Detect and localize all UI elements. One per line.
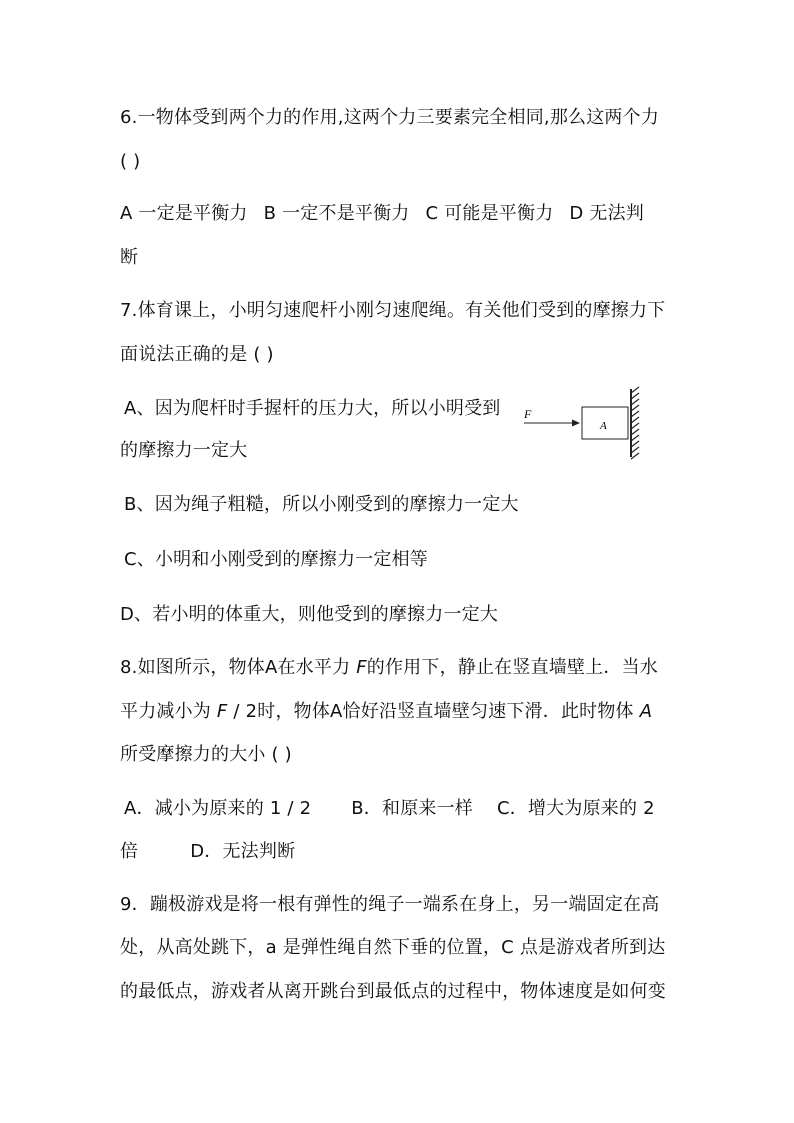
q9-stem-line3: 的最低点，游戏者从离开跳台到最低点的过程中，物体速度是如何变 xyxy=(120,981,666,1002)
q8-force-symbol-2: F xyxy=(216,701,228,722)
q6-options-line1 xyxy=(120,202,644,226)
q9-stem-line2: 处，从高处跳下，a 是弹性绳自然下垂的位置，C 点是游戏者所到达 xyxy=(120,937,666,958)
q8-options-line1 xyxy=(124,797,655,821)
q8-option-a: A．减小为原来的 1 / 2 xyxy=(124,798,312,819)
q6-option-d: D 无法判 xyxy=(569,203,644,224)
q8-stem-line1-b: 的作用下，静止在竖直墙壁上．当水 xyxy=(366,657,658,678)
q6-option-d-wrap: 断 xyxy=(120,247,139,268)
q8-option-c: C．增大为原来的 2 xyxy=(497,798,655,819)
q7-option-d: D、若小明的体重大，则他受到的摩擦力一定大 xyxy=(120,604,499,625)
q6-option-b: B 一定不是平衡力 xyxy=(263,203,410,224)
q8-stem-line2-a: 平力减小为 xyxy=(120,701,217,722)
force-diagram xyxy=(520,385,660,460)
q8-stem-line1-a: 8.如图所示，物体A在水平力 xyxy=(120,657,357,678)
q8-stem-line2-b: / 2时，物体A恰好沿竖直墙壁匀速下滑．此时物体 xyxy=(227,701,640,722)
q6-stem-line2: ( ) xyxy=(120,151,141,172)
wall-hatching xyxy=(631,387,639,459)
q8-object-symbol: A xyxy=(639,701,653,722)
q7-stem-line2: 面说法正确的是 ( ) xyxy=(120,344,274,365)
q6-option-c: C 可能是平衡力 xyxy=(425,203,554,224)
q8-option-c-wrap: 倍 xyxy=(120,841,139,862)
q7-option-a-line1: A、因为爬杆时手握杆的压力大，所以小明受到 xyxy=(124,398,501,419)
q6-stem-line1: 6.一物体受到两个力的作用,这两个力三要素完全相同,那么这两个力 xyxy=(120,107,660,128)
q7-option-b: B、因为绳子粗糙，所以小刚受到的摩擦力一定大 xyxy=(124,494,519,515)
force-label: F xyxy=(524,407,532,421)
q8-stem-line2 xyxy=(120,700,652,724)
q7-option-a-line2: 的摩擦力一定大 xyxy=(120,440,248,461)
q8-stem-line1 xyxy=(120,656,658,680)
q7-stem-line1: 7.体育课上，小明匀速爬杆小刚匀速爬绳。有关他们受到的摩擦力下 xyxy=(120,300,666,321)
q8-option-d: D．无法判断 xyxy=(190,841,296,862)
q8-stem-line3: 所受摩擦力的大小 ( ) xyxy=(120,744,292,765)
q8-force-symbol: F xyxy=(356,657,367,678)
q9-stem-line1: 9．蹦极游戏是将一根有弹性的绳子一端系在身上，另一端固定在高 xyxy=(120,894,660,915)
q7-option-c: C、小明和小刚受到的摩擦力一定相等 xyxy=(124,549,428,570)
q8-option-b: B．和原来一样 xyxy=(351,798,473,819)
block-label: A xyxy=(600,420,607,432)
q6-option-a: A 一定是平衡力 xyxy=(120,203,248,224)
q8-options-line2 xyxy=(120,840,295,864)
force-arrow-head xyxy=(572,420,580,427)
